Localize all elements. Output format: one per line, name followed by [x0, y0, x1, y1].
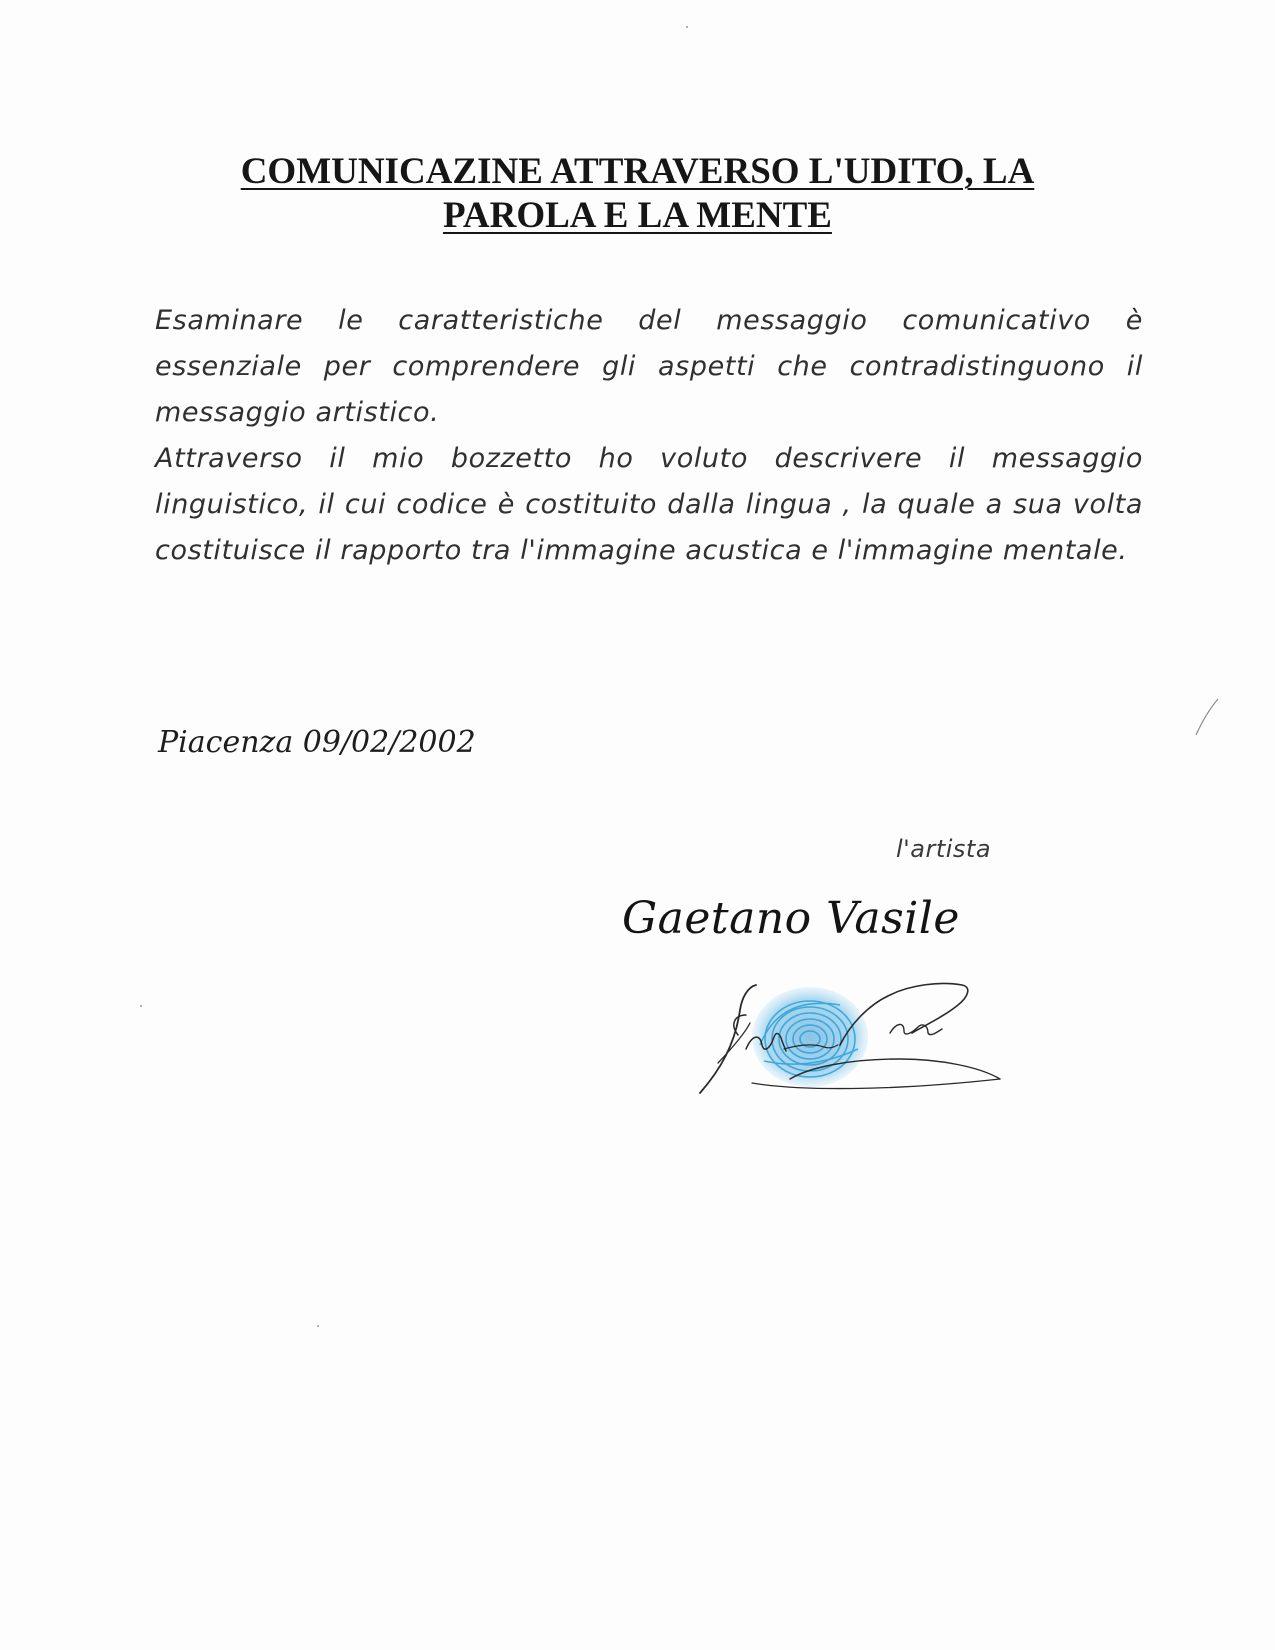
scan-speck [140, 1005, 142, 1007]
title-line-1: COMUNICAZINE ATTRAVERSO L'UDITO, LA [240, 151, 1035, 192]
signature [690, 975, 1050, 1125]
document-body [155, 298, 1143, 574]
artist-label: l'artista [896, 835, 992, 863]
paragraph-1: Esaminare le caratteristiche del messaggio comunicativo è essenziale per comprendere gli aspetti che contradistinguono il messaggio artistico. [155, 305, 1143, 428]
paragraph-2: Attraverso il mio bozzetto ho voluto descrivere il messaggio linguistico, il cui codice è costituito dalla lingua , la quale a sua volta costituisce il rapporto tra l'immagine acustica e l'immagine mentale. [155, 443, 1143, 566]
fingerprint-icon [752, 987, 868, 1087]
place-date: Piacenza 09/02/2002 [158, 725, 476, 760]
document-title [150, 150, 1125, 238]
artist-name: Gaetano Vasile [622, 893, 960, 944]
scan-mark [1192, 697, 1222, 737]
scan-speck [317, 1325, 319, 1327]
title-line-2: PAROLA E LA MENTE [443, 195, 832, 236]
scan-speck [686, 26, 688, 28]
